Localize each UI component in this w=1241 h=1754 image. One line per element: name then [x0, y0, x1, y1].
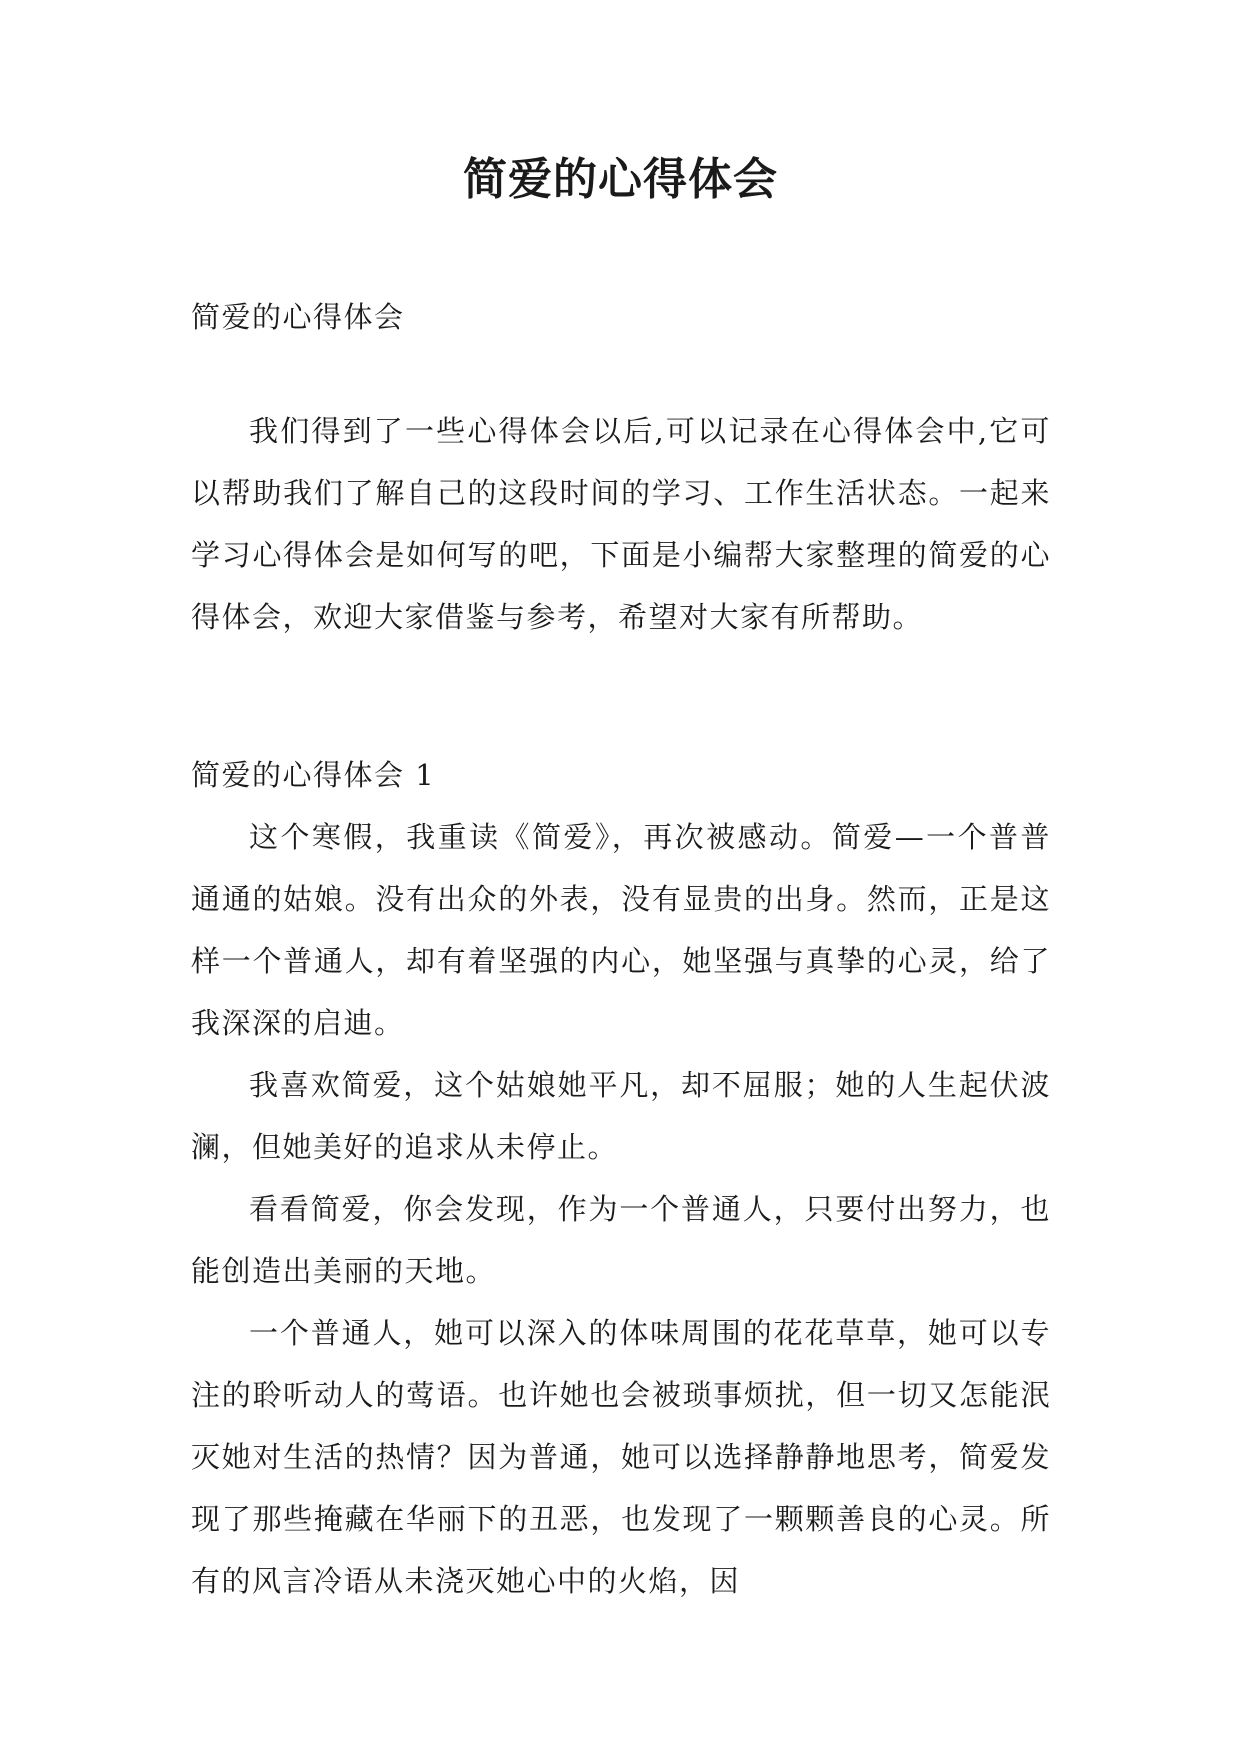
- body-paragraph: 一个普通人，她可以深入的体味周围的花花草草，她可以专注的聆听动人的莺语。也许她也会被琐事烦扰，但一切又怎能泯灭她对生活的热情？因为普通，她可以选择静静地思考，简爱发现了那些掩藏在华丽下的丑恶，也发现了一颗颗善良的心灵。所有的风言冷语从未浇灭她心中的火焰，因: [191, 1316, 1051, 1598]
- section-1: [191, 744, 1051, 1612]
- body-paragraph: 看看简爱，你会发现，作为一个普通人，只要付出努力，也能创造出美丽的天地。: [191, 1192, 1051, 1288]
- document-title: 简爱的心得体会: [463, 154, 778, 205]
- document-subtitle: 简爱的心得体会: [191, 300, 405, 334]
- intro-paragraph: 我们得到了一些心得体会以后,可以记录在心得体会中,它可以帮助我们了解自己的这段时间的学习、工作生活状态。一起来学习心得体会是如何写的吧，下面是小编帮大家整理的简爱的心得体会，欢迎大家借鉴与参考，希望对大家有所帮助。: [191, 414, 1051, 634]
- section-heading: 简爱的心得体会 1: [191, 758, 436, 792]
- document-subtitle-block: [191, 286, 1051, 348]
- body-paragraph: 我喜欢简爱，这个姑娘她平凡，却不屈服；她的人生起伏波澜，但她美好的追求从未停止。: [191, 1068, 1051, 1164]
- body-paragraph: 这个寒假，我重读《简爱》，再次被感动。简爱—一个普普通通的姑娘。没有出众的外表，没有显贵的出身。然而，正是这样一个普通人，却有着坚强的内心，她坚强与真挚的心灵，给了我深深的启迪。: [191, 820, 1051, 1040]
- intro-block: [191, 400, 1051, 648]
